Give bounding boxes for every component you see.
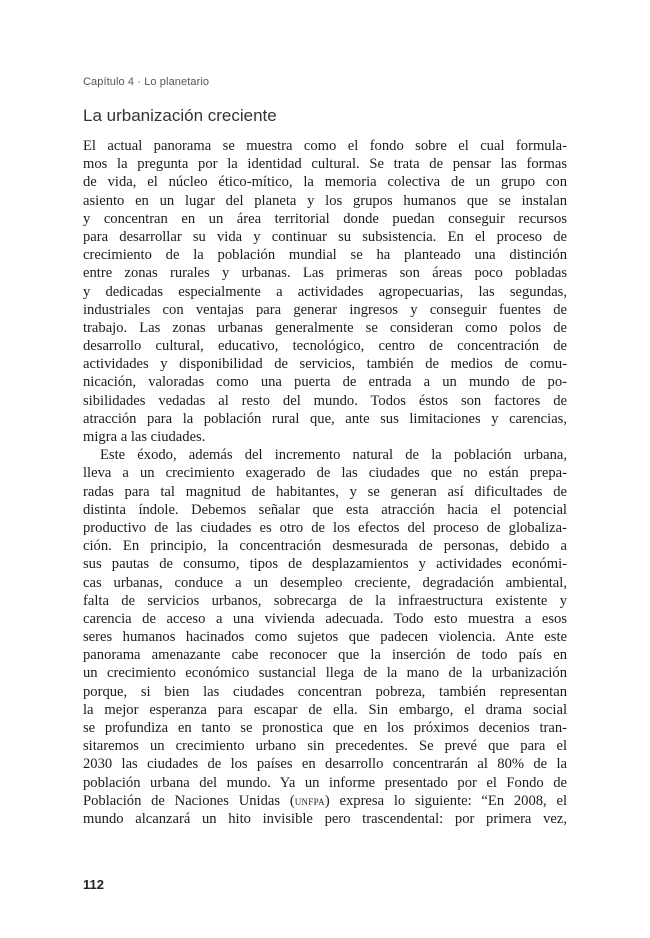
text-line: asiento en un lugar del planeta y los grupos humanos que se instalan bbox=[83, 192, 567, 209]
paragraph-1 bbox=[83, 137, 567, 446]
text-line: y concentran en un área territorial donde puedan conseguir recursos bbox=[83, 210, 567, 227]
text-line: desarrollo cultural, educativo, tecnológico, centro de concentración de bbox=[83, 338, 567, 355]
text-line: carencia de acceso a una vivienda adecuada. Todo esto muestra a esos bbox=[83, 610, 567, 627]
text-line: El actual panorama se muestra como el fondo sobre el cual formula- bbox=[83, 138, 567, 154]
text-line: crecimiento de la población mundial se ha planteado una distinción bbox=[83, 247, 567, 264]
running-head: Capítulo 4 · Lo planetario bbox=[83, 76, 210, 88]
text-line: mundo alcanzará un hito invisible pero trascendental: por primera vez, bbox=[83, 810, 567, 827]
text-line: para desarrollar su vida y continuar su subsistencia. En el proceso de bbox=[83, 228, 567, 245]
text-line: falta de servicios urbanos, sobrecarga de la infraestructura existente y bbox=[83, 592, 567, 609]
section-title: La urbanización creciente bbox=[83, 106, 277, 125]
body-text bbox=[83, 137, 567, 828]
text-line: porque, si bien las ciudades concentran pobreza, también representan bbox=[83, 683, 567, 700]
text-line: 2030 las ciudades de los países en desarrollo concentrarán al 80% de la bbox=[83, 756, 567, 773]
paragraph-2 bbox=[83, 446, 567, 828]
text-line: un crecimiento económico sustancial llega de la mano de la urbanización bbox=[83, 665, 567, 682]
text-line: la mejor esperanza para escapar de ella. Sin embargo, el drama social bbox=[83, 701, 567, 718]
text-line: nicación, valoradas como una puerta de entrada a un mundo de po- bbox=[83, 374, 567, 391]
text-line-unfpa bbox=[83, 792, 567, 810]
text-line: y dedicadas especialmente a actividades agropecuarias, las segundas, bbox=[83, 283, 567, 300]
text-line: distinta índole. Debemos señalar que esta atracción hacia el potencial bbox=[83, 501, 567, 518]
text-line: ción. En principio, la concentración desmesurada de personas, debido a bbox=[83, 538, 567, 555]
page-number: 112 bbox=[83, 877, 104, 892]
text-line: atracción para la población rural que, ante sus limitaciones y carencias, bbox=[83, 410, 567, 427]
text-fragment: Población de Naciones Unidas ( bbox=[83, 792, 295, 809]
unfpa-abbreviation: unfpa bbox=[294, 793, 325, 808]
text-line: seres humanos hacinados como sujetos que padecen violencia. Ante este bbox=[83, 629, 567, 646]
text-line: se profundiza en tanto se pronostica que en los próximos decenios tran- bbox=[83, 720, 567, 736]
text-line: población urbana del mundo. Ya un informe presentado por el Fondo de bbox=[83, 774, 567, 791]
text-line: productivo de las ciudades es otro de los efectos del proceso de globaliza- bbox=[83, 519, 567, 536]
text-line: industriales con ventajas para generar ingresos y conseguir fuentes de bbox=[83, 301, 567, 318]
text-line: cas urbanas, conduce a un desempleo creciente, degradación ambiental, bbox=[83, 574, 567, 591]
text-line: actividades y disponibilidad de servicios, también de medios de comu- bbox=[83, 356, 567, 373]
text-line: Este éxodo, además del incremento natural de la población urbana, bbox=[100, 447, 567, 464]
text-line: migra a las ciudades. bbox=[83, 429, 206, 445]
text-line: sitaremos un crecimiento urbano sin precedentes. Se prevé que para el bbox=[83, 738, 567, 755]
text-line: sibilidades vedadas al resto del mundo. Todos éstos son factores de bbox=[83, 392, 567, 409]
text-line: lleva a un crecimiento exagerado de las ciudades que no están prepa- bbox=[83, 465, 567, 482]
text-line: mos la pregunta por la identidad cultural. Se trata de pensar las formas bbox=[83, 156, 567, 173]
text-line: entre zonas rurales y urbanas. Las primeras son áreas poco pobladas bbox=[83, 265, 567, 282]
text-line: radas para tal magnitud de habitantes, y se generan así dificultades de bbox=[83, 483, 567, 500]
text-fragment: ) expresa lo siguiente: “En 2008, el bbox=[324, 792, 567, 809]
text-line: panorama amenazante cabe reconocer que la inserción de todo país en bbox=[83, 647, 567, 664]
text-line: trabajo. Las zonas urbanas generalmente se consideran como polos de bbox=[83, 319, 567, 336]
text-line: de vida, el núcleo ético-mítico, la memoria colectiva de un grupo con bbox=[83, 174, 567, 191]
text-line: sus pautas de consumo, tipos de desplazamientos y actividades económi- bbox=[83, 556, 567, 573]
